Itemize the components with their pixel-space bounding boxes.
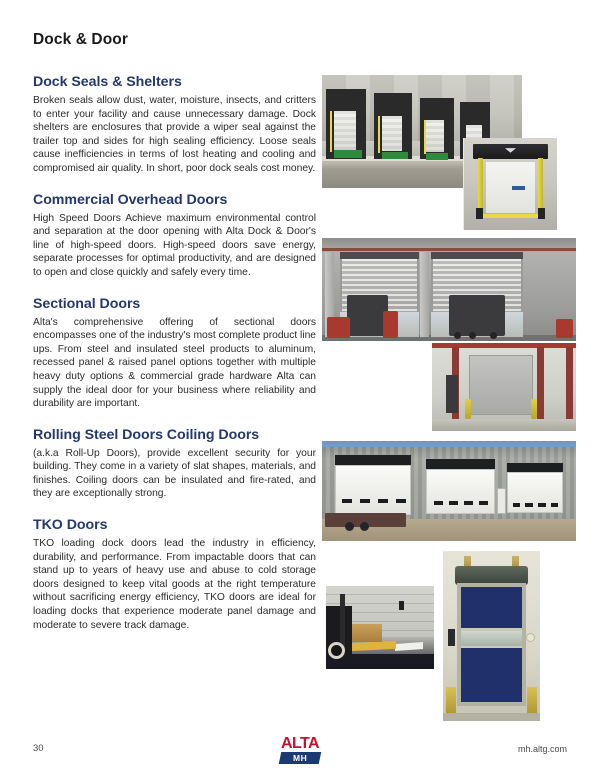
section-body: High Speed Doors Achieve maximum environmental control and separation at the door opening with Alta Dock & Door's line of high-speed doors. High-speed doors save energy, separate processes for optimal productivity, and are designed to open and close quickly and safely every time. — [33, 212, 316, 278]
page-title: Dock & Door — [33, 31, 128, 48]
logo-mh-badge — [279, 752, 322, 764]
section-heading: Rolling Steel Doors Coiling Doors — [33, 426, 260, 443]
logo-mh-text: MH — [292, 753, 308, 763]
section-heading: TKO Doors — [33, 517, 108, 534]
section-heading: Dock Seals & Shelters — [33, 74, 182, 90]
section-heading: Sectional Doors — [33, 295, 141, 312]
page-footer — [0, 730, 600, 776]
high-speed-doors-photo — [322, 238, 576, 341]
section-tko-doors — [33, 517, 316, 632]
tko-forklift-photo — [326, 586, 434, 669]
sectional-door-interior-photo — [432, 343, 576, 431]
section-rolling-steel-coiling-doors — [33, 427, 316, 501]
section-sectional-doors — [33, 296, 316, 411]
section-body: Alta's comprehensive offering of sectional doors encompasses one of the industry's most complete product line ups. From steel and insulated steel products to aluminum, recessed panel & raised panel options together with multiple heavy duty options & commercial grade hardware Alta can supply the ideal door for your business where reliability and durability are important. — [33, 316, 316, 410]
dock-seal-inset-photo — [463, 138, 557, 230]
section-commercial-overhead-doors — [33, 192, 316, 280]
tko-cold-storage-door-photo — [443, 551, 540, 721]
section-body: (a.k.a Roll-Up Doors), provide excellent security for your building. They come in a variety of slat shapes, materials, and finishes. Coiling doors can be insulated and fire-rated, and they are exceptionally strong. — [33, 447, 316, 500]
sectional-doors-exterior-photo — [322, 441, 576, 541]
content-column — [33, 74, 316, 632]
logo-alta-text: ALTA — [281, 735, 319, 752]
page-number: 30 — [33, 743, 44, 754]
section-body: Broken seals allow dust, water, moisture, insects, and critters to enter your facility and cause unnecessary damage. Dock shelters are enclosures that provide a wiper seal against the trailer top and sides for high sealing efficiency. Loose seals cause inefficiencies in terms of lost heating and cooling and compromised air quality. In short, poor dock seals cost money. — [33, 95, 316, 174]
alta-mh-logo — [272, 736, 328, 764]
section-heading: Commercial Overhead Doors — [33, 191, 228, 208]
section-body: TKO loading dock doors lead the industry in efficiency, durability, and performance. From impactable doors that can stand up to years of heavy use and abuse to cold storage doors designed to keep vital goods at the right temperature without sacrificing energy efficiency, TKO doors are ideal for loading docks that experience moderate panel damage and moderate to severe track damage. — [33, 538, 316, 631]
section-dock-seals-shelters — [33, 74, 316, 176]
footer-url: mh.altg.com — [517, 744, 567, 754]
